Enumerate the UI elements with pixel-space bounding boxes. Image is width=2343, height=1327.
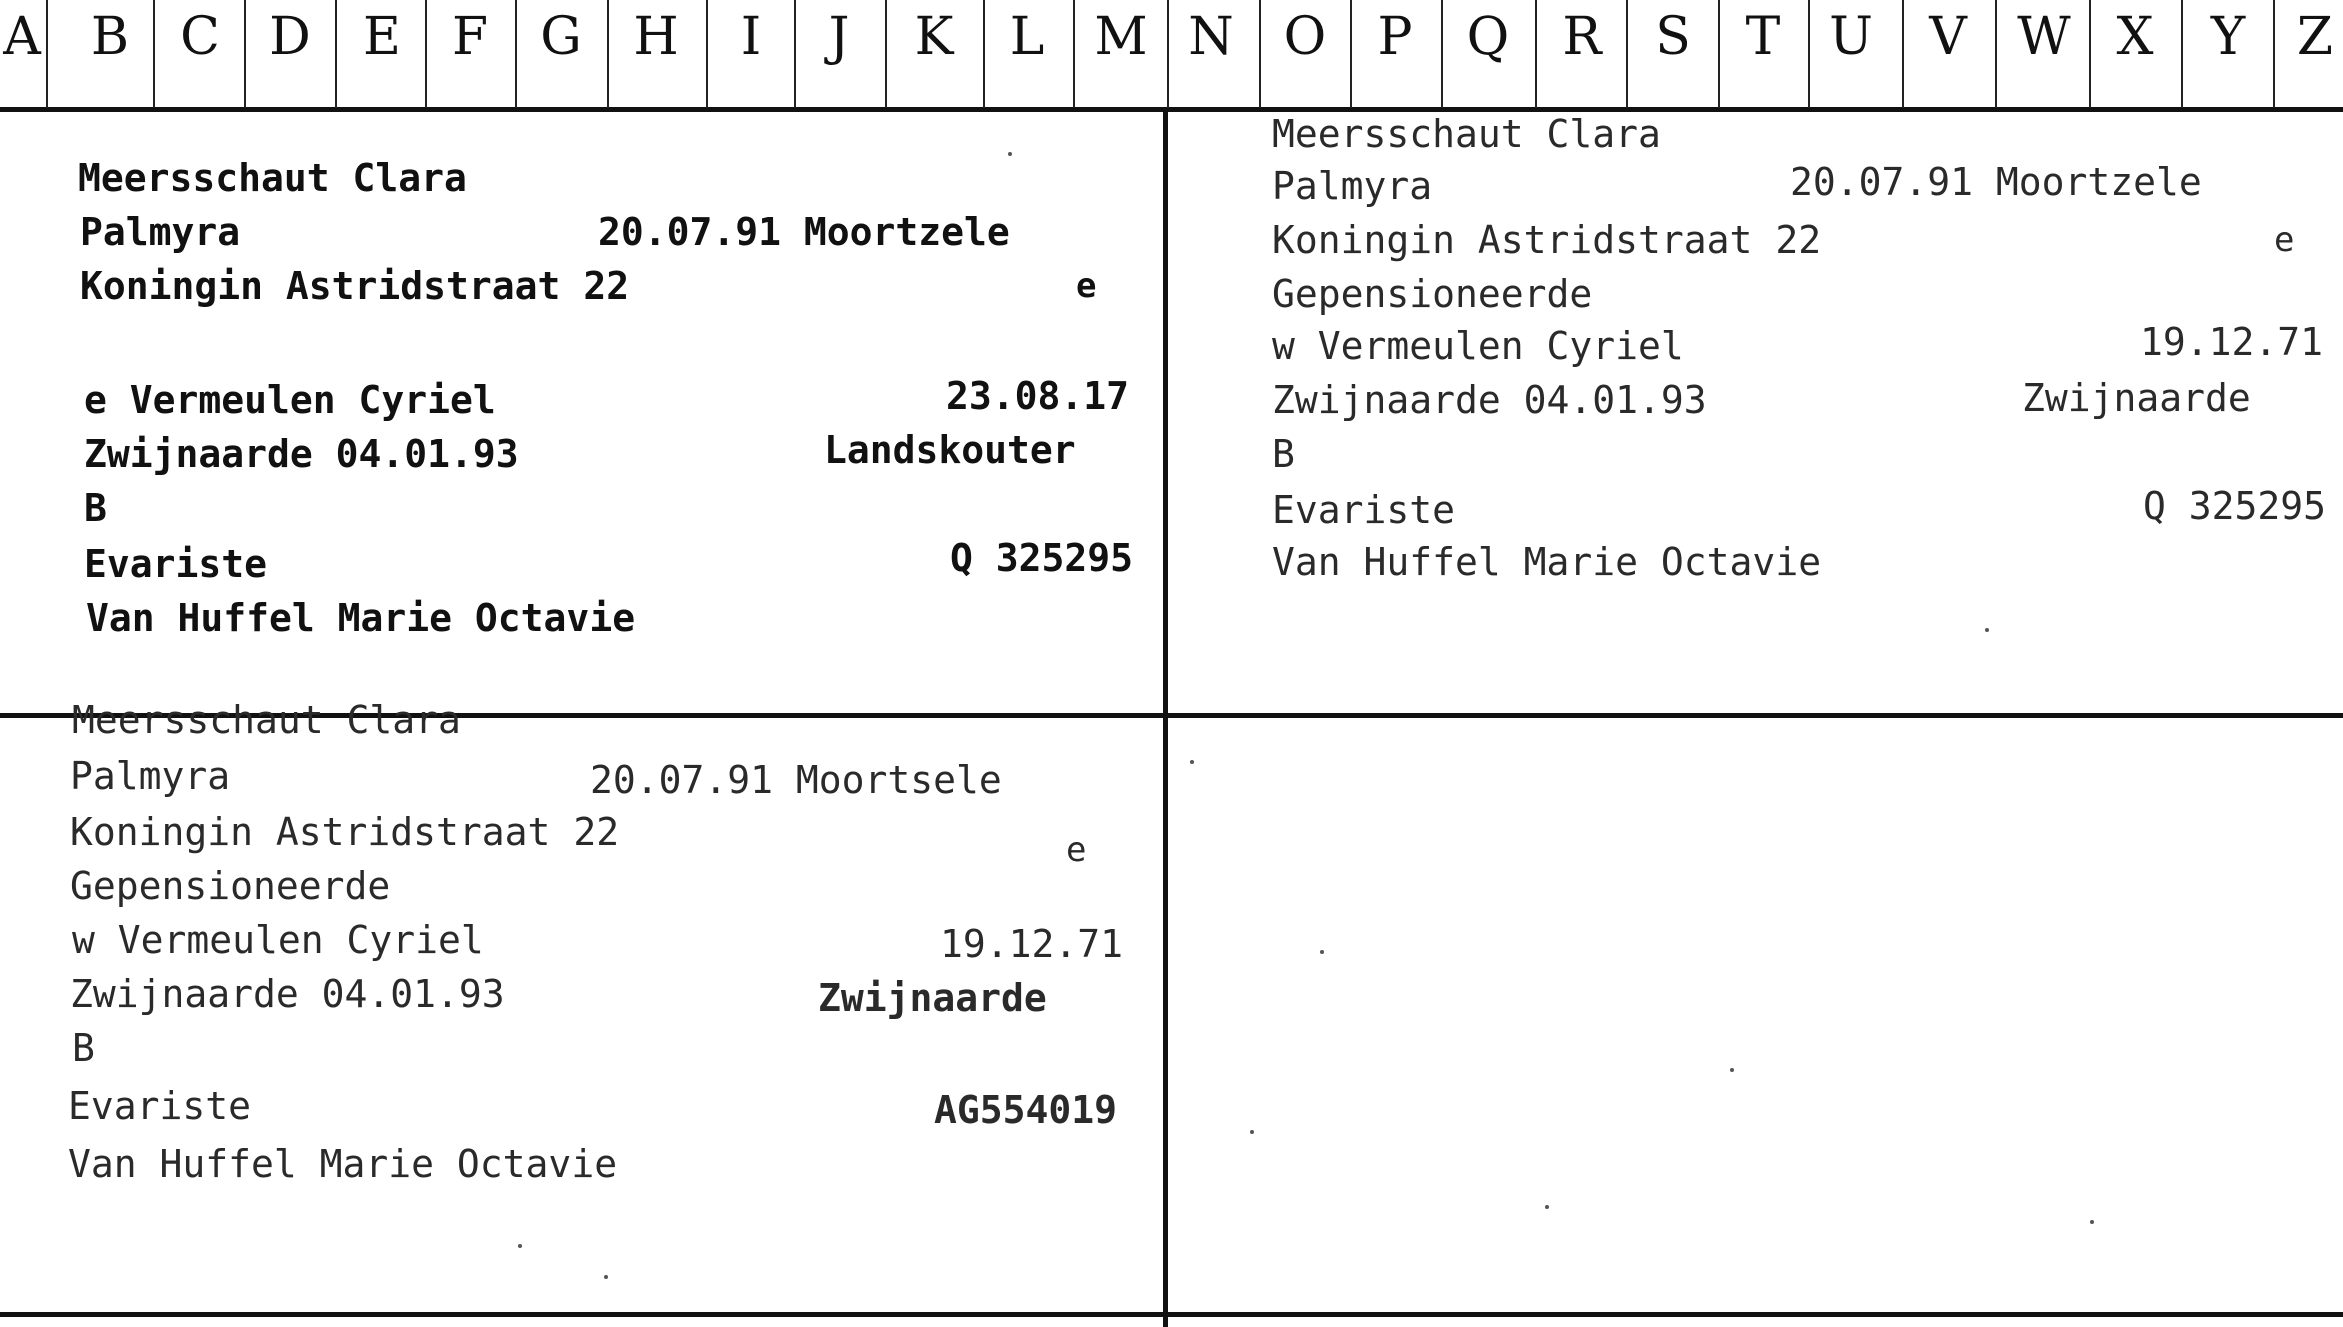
alpha-letter-f: F bbox=[451, 7, 489, 67]
alpha-letter-c: C bbox=[180, 7, 220, 67]
scan-speck bbox=[604, 1275, 608, 1279]
alpha-tick bbox=[1073, 64, 1075, 108]
alpha-separator bbox=[885, 0, 887, 64]
alpha-letter-p: P bbox=[1377, 7, 1413, 67]
card-gender: e bbox=[1076, 266, 1097, 306]
card-death: Zwijnaarde 04.01.93 bbox=[1272, 378, 1707, 422]
alpha-letter-e: E bbox=[363, 7, 401, 67]
alpha-letter-r: R bbox=[1562, 7, 1602, 67]
card-location: Landskouter bbox=[824, 428, 1076, 472]
alpha-tick bbox=[1535, 64, 1537, 108]
alpha-tick bbox=[153, 64, 155, 108]
alpha-tick bbox=[885, 64, 887, 108]
card-name: Meersschaut Clara bbox=[1272, 112, 1661, 156]
card-spouse: w Vermeulen Cyriel bbox=[1272, 324, 1684, 368]
alpha-tick bbox=[2181, 64, 2183, 108]
card-mother: Van Huffel Marie Octavie bbox=[1272, 540, 1822, 584]
alpha-letter-l: L bbox=[1009, 7, 1045, 67]
card-location: Zwijnaarde bbox=[818, 976, 1047, 1020]
alpha-tick bbox=[335, 64, 337, 108]
scan-speck bbox=[2090, 1220, 2094, 1224]
card-nationality: B bbox=[72, 1026, 95, 1070]
alpha-tick bbox=[46, 64, 48, 108]
alpha-letter-y: Y bbox=[2210, 7, 2246, 67]
bottom-divider bbox=[0, 1312, 2343, 1317]
alpha-letter-j: J bbox=[828, 7, 850, 67]
card-father: Evariste bbox=[84, 542, 268, 586]
card-gender: e bbox=[2274, 220, 2295, 260]
card-name: Meersschaut Clara bbox=[72, 698, 461, 742]
alpha-tick bbox=[1902, 64, 1904, 108]
card-id-number: Q 325295 bbox=[2143, 484, 2327, 528]
card-spouse: w Vermeulen Cyriel bbox=[72, 918, 484, 962]
alpha-tick bbox=[607, 64, 609, 108]
scan-speck bbox=[518, 1244, 522, 1248]
scan-speck bbox=[1250, 1130, 1254, 1134]
card-nationality: B bbox=[84, 486, 107, 530]
alpha-separator bbox=[1995, 0, 1997, 64]
card-address: Koningin Astridstraat 22 bbox=[1272, 218, 1822, 262]
scan-speck bbox=[1008, 152, 1012, 156]
alpha-letter-h: H bbox=[633, 7, 679, 67]
alphabet-index-bar bbox=[0, 0, 2343, 112]
alpha-letter-x: X bbox=[2116, 7, 2154, 67]
card-nationality: B bbox=[1272, 432, 1295, 476]
card-id-number: AG554019 bbox=[934, 1088, 1118, 1132]
alpha-tick bbox=[244, 64, 246, 108]
alpha-tick bbox=[983, 64, 985, 108]
record-card-3 bbox=[0, 698, 1160, 1308]
alpha-letter-k: K bbox=[914, 7, 954, 67]
card-death: Zwijnaarde 04.01.93 bbox=[70, 972, 505, 1016]
alpha-letter-g: G bbox=[540, 7, 582, 67]
alpha-letter-a: A bbox=[3, 7, 41, 67]
card-firstname: Palmyra bbox=[80, 210, 241, 254]
alpha-tick bbox=[1167, 64, 1169, 108]
alpha-tick bbox=[1350, 64, 1352, 108]
scan-speck bbox=[1545, 1205, 1549, 1209]
card-father: Evariste bbox=[1272, 488, 1456, 532]
alpha-letter-b: B bbox=[90, 7, 130, 67]
alpha-tick bbox=[2273, 64, 2275, 108]
record-card-1 bbox=[0, 112, 1160, 712]
alpha-letter-d: D bbox=[269, 7, 311, 67]
alpha-tick bbox=[1626, 64, 1628, 108]
card-address: Koningin Astridstraat 22 bbox=[80, 264, 630, 308]
scan-speck bbox=[1730, 1068, 1734, 1072]
alpha-tick bbox=[1718, 64, 1720, 108]
alpha-separator bbox=[46, 0, 48, 64]
scan-speck bbox=[1190, 760, 1194, 764]
alpha-letter-z: Z bbox=[2296, 7, 2334, 67]
alpha-tick bbox=[1441, 64, 1443, 108]
card-firstname: Palmyra bbox=[70, 754, 231, 798]
card-mother: Van Huffel Marie Octavie bbox=[86, 596, 636, 640]
card-id-number: Q 325295 bbox=[950, 536, 1134, 580]
alpha-letter-s: S bbox=[1655, 7, 1691, 67]
alpha-letter-n: N bbox=[1188, 7, 1234, 67]
card-name: Meersschaut Clara bbox=[78, 156, 467, 200]
card-birth: 20.07.91 Moortzele bbox=[598, 210, 1010, 254]
card-occupation: Gepensioneerde bbox=[1272, 272, 1593, 316]
card-firstname: Palmyra bbox=[1272, 164, 1433, 208]
scan-speck bbox=[1985, 628, 1989, 632]
alpha-tick bbox=[794, 64, 796, 108]
card-birth: 20.07.91 Moortsele bbox=[590, 758, 1002, 802]
card-father: Evariste bbox=[68, 1084, 252, 1128]
card-gender: e bbox=[1066, 830, 1087, 870]
alpha-tick bbox=[706, 64, 708, 108]
card-death: Zwijnaarde 04.01.93 bbox=[84, 432, 519, 476]
card-marriage-date: 23.08.17 bbox=[946, 374, 1130, 418]
alpha-tick bbox=[1259, 64, 1261, 108]
alpha-letter-m: M bbox=[1094, 7, 1148, 67]
alpha-tick bbox=[1995, 64, 1997, 108]
card-occupation: Gepensioneerde bbox=[70, 864, 391, 908]
alpha-letter-o: O bbox=[1283, 7, 1327, 67]
alpha-tick bbox=[515, 64, 517, 108]
alpha-letter-u: U bbox=[1829, 7, 1873, 67]
record-card-2 bbox=[1168, 112, 2343, 712]
card-spouse: e Vermeulen Cyriel bbox=[84, 378, 496, 422]
card-marriage-date: 19.12.71 bbox=[940, 922, 1124, 966]
alpha-tick bbox=[1808, 64, 1810, 108]
card-mother: Van Huffel Marie Octavie bbox=[68, 1142, 618, 1186]
empty-card-area bbox=[1168, 718, 2343, 1312]
scan-speck bbox=[1320, 950, 1324, 954]
card-address: Koningin Astridstraat 22 bbox=[70, 810, 620, 854]
alpha-letter-t: T bbox=[1745, 7, 1781, 67]
card-birth: 20.07.91 Moortzele bbox=[1790, 160, 2202, 204]
alpha-separator bbox=[1073, 0, 1075, 64]
alpha-letter-q: Q bbox=[1466, 7, 1510, 67]
card-marriage-date: 19.12.71 bbox=[2140, 320, 2324, 364]
alpha-letter-v: V bbox=[1929, 7, 1967, 67]
alpha-letter-i: I bbox=[740, 7, 762, 67]
card-location: Zwijnaarde bbox=[2022, 376, 2251, 420]
alpha-letter-w: W bbox=[2017, 7, 2071, 67]
alpha-separator bbox=[607, 0, 609, 64]
alpha-tick bbox=[2089, 64, 2091, 108]
alpha-tick bbox=[425, 64, 427, 108]
